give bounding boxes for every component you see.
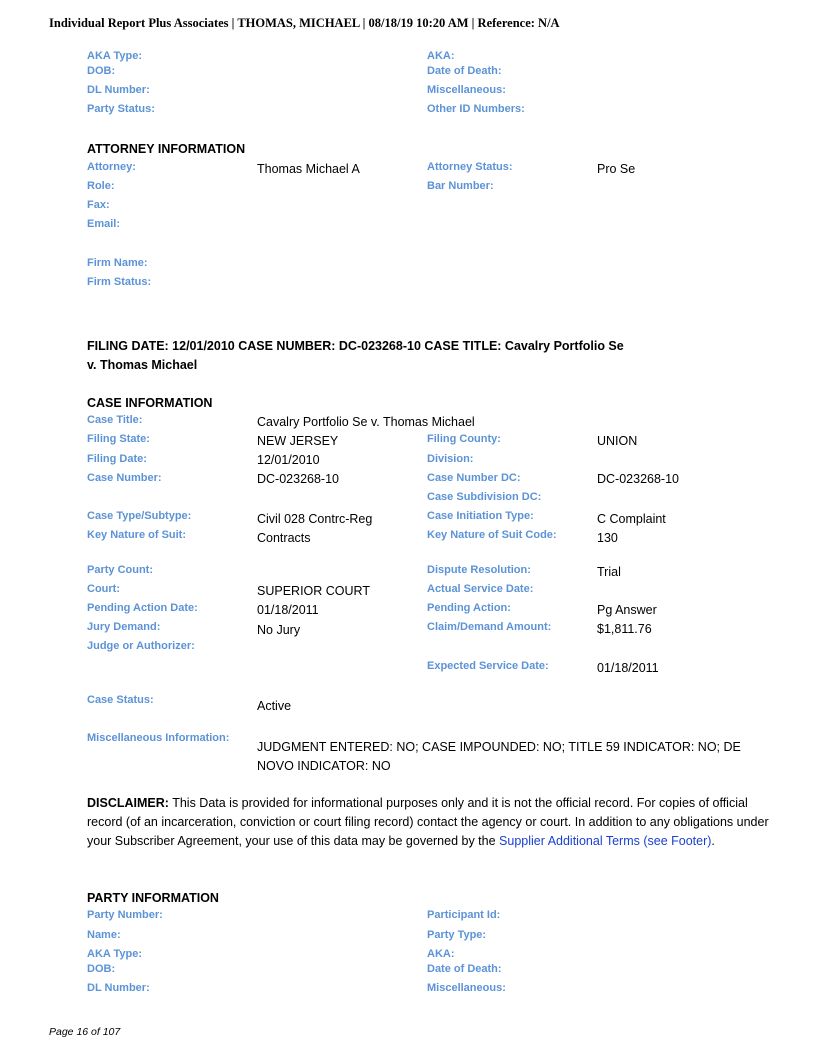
disclaimer-end: . [711,834,715,848]
dispute-resolution-label: Dispute Resolution: [427,564,531,576]
party-section-title: PARTY INFORMATION [87,891,219,905]
email-label: Email: [87,218,121,230]
party-dob-label: DOB: [87,963,116,975]
disclaimer-text: This Data is provided for informational purposes only and it is not the official record. For copies of official record (of an incarceration, conviction or court filing record) contact the agency or court. In addition to any obligations under your Subscriber Agreement, your use of this data may be governed by the [87,796,769,848]
court-label: Court: [87,583,120,595]
claim-amount-label: Claim/Demand Amount: [427,621,552,633]
judge-label: Judge or Authorizer: [87,640,195,652]
jury-demand-label: Jury Demand: [87,621,161,633]
bar-number-label: Bar Number: [427,180,494,192]
actual-service-label: Actual Service Date: [427,583,534,595]
disclaimer [87,794,777,851]
party-count-label: Party Count: [87,564,153,576]
pending-action-value: Pg Answer [597,603,657,617]
party-aka-label: AKA: [427,948,455,960]
case-type-label: Case Type/Subtype: [87,510,192,522]
dl-number-label: DL Number: [87,84,150,96]
case-number-dc-label: Case Number DC: [427,472,521,484]
filing-county-label: Filing County: [427,433,501,445]
attorney-status-label: Attorney Status: [427,161,513,173]
report-header: Individual Report Plus Associates | THOMAS, MICHAEL | 08/18/19 10:20 AM | Reference: N/A [49,16,560,30]
dispute-resolution-value: Trial [597,565,621,579]
initiation-type-label: Case Initiation Type: [427,510,534,522]
filing-date-label: Filing Date: [87,453,147,465]
claim-amount-value: $1,811.76 [597,622,652,636]
firm-name-label: Firm Name: [87,257,148,269]
case-status-value: Active [257,699,292,713]
nature-of-suit-value: Contracts [257,531,311,545]
case-title-label: Case Title: [87,414,143,426]
name-label: Name: [87,929,121,941]
participant-id-label: Participant Id: [427,909,501,921]
aka-type-label: AKA Type: [87,50,142,62]
page-number: Page 16 of 107 [49,1026,121,1038]
party-dl-number-label: DL Number: [87,982,150,994]
misc-info-value: JUDGMENT ENTERED: NO; CASE IMPOUNDED: NO; TITLE 59 INDICATOR: NO; DE NOVO INDICATOR: NO [257,740,741,773]
attorney-status-value: Pro Se [597,162,636,176]
party-number-label: Party Number: [87,909,163,921]
party-status-label: Party Status: [87,103,155,115]
attorney-label: Attorney: [87,161,136,173]
expected-service-value: 01/18/2011 [597,661,659,675]
initiation-type-value: C Complaint [597,512,666,526]
filing-heading: FILING DATE: 12/01/2010 CASE NUMBER: DC-023268-10 CASE TITLE: Cavalry Portfolio Se v. Thomas Michael [87,339,624,372]
case-title-value: Cavalry Portfolio Se v. Thomas Michael [257,415,475,429]
party-date-of-death-label: Date of Death: [427,963,502,975]
pending-action-date-value: 01/18/2011 [257,603,319,617]
filing-date-value: 12/01/2010 [257,453,320,467]
filing-state-label: Filing State: [87,433,150,445]
aka-label: AKA: [427,50,455,62]
party-type-label: Party Type: [427,929,487,941]
date-of-death-label: Date of Death: [427,65,502,77]
case-status-label: Case Status: [87,694,154,706]
nature-code-label: Key Nature of Suit Code: [427,529,557,541]
role-label: Role: [87,180,115,192]
nature-of-suit-label: Key Nature of Suit: [87,529,187,541]
misc-info-label: Miscellaneous Information: [87,732,230,744]
nature-code-value: 130 [597,531,618,545]
case-number-dc-value: DC-023268-10 [597,472,679,486]
case-number-label: Case Number: [87,472,162,484]
miscellaneous-label: Miscellaneous: [427,84,506,96]
division-label: Division: [427,453,474,465]
fax-label: Fax: [87,199,110,211]
expected-service-label: Expected Service Date: [427,660,549,672]
filing-county-value: UNION [597,434,638,448]
firm-status-label: Firm Status: [87,276,152,288]
party-miscellaneous-label: Miscellaneous: [427,982,506,994]
other-id-label: Other ID Numbers: [427,103,525,115]
case-section-title: CASE INFORMATION [87,396,213,410]
attorney-value: Thomas Michael A [257,162,360,176]
court-value: SUPERIOR COURT [257,584,370,598]
supplier-terms-link[interactable]: Supplier Additional Terms (see Footer) [499,834,712,848]
pending-action-date-label: Pending Action Date: [87,602,198,614]
filing-state-value: NEW JERSEY [257,434,339,448]
case-subdivision-label: Case Subdivision DC: [427,491,542,503]
case-type-value: Civil 028 Contrc-Reg [257,512,373,526]
dob-label: DOB: [87,65,116,77]
jury-demand-value: No Jury [257,623,301,637]
party-aka-type-label: AKA Type: [87,948,142,960]
case-number-value: DC-023268-10 [257,472,339,486]
disclaimer-heading: DISCLAIMER: [87,796,169,810]
pending-action-label: Pending Action: [427,602,511,614]
attorney-section-title: ATTORNEY INFORMATION [87,142,246,156]
